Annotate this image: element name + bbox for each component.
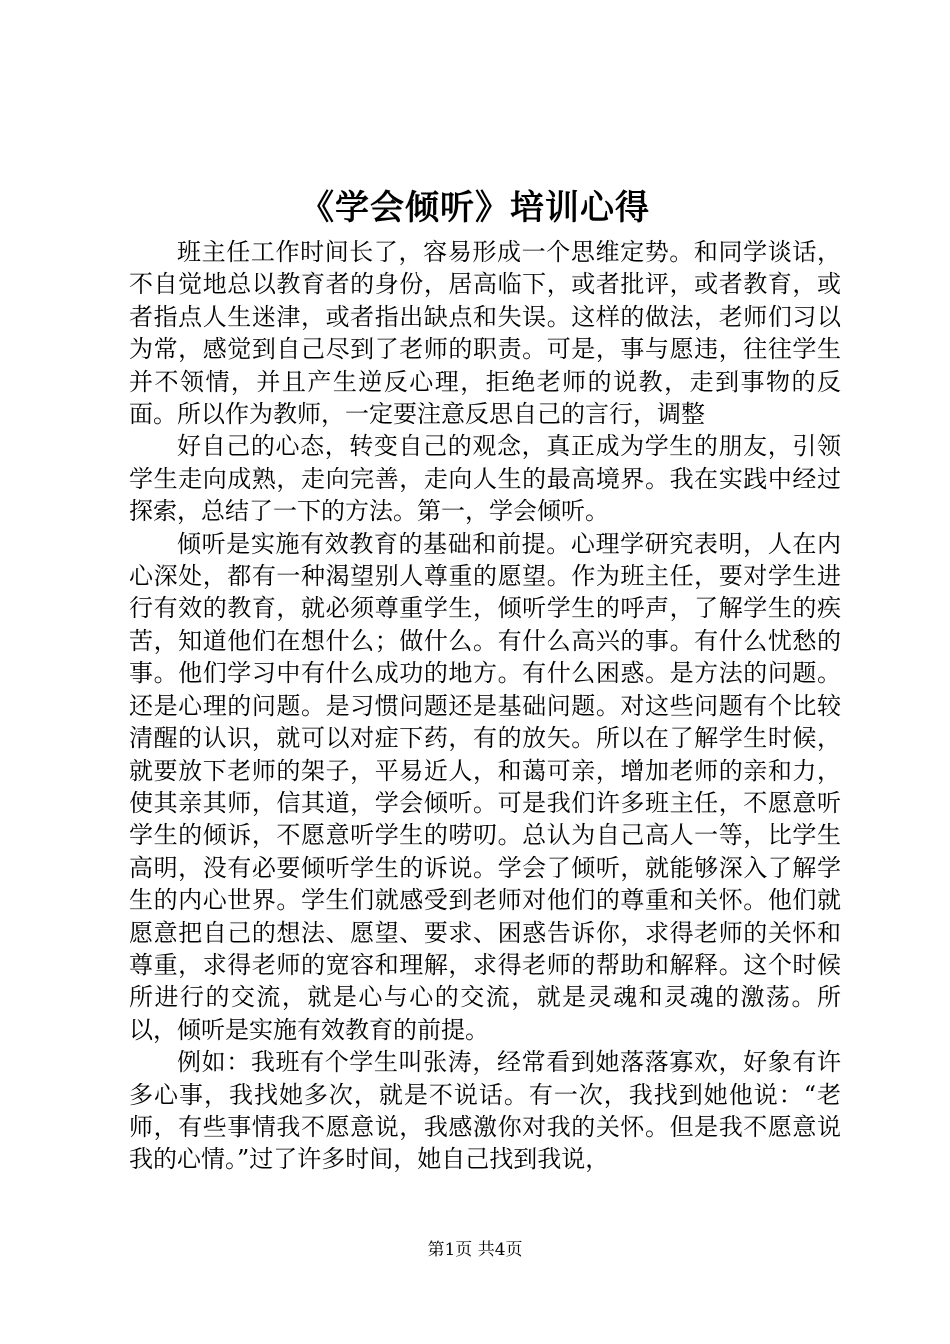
paragraph: 倾听是实施有效教育的基础和前提。心理学研究表明，人在内心深处，都有一种渴望别人尊重的愿望。作为班主任，要对学生进行有效的教育，就必须尊重学生，倾听学生的呼声，了解学生的疾苦，知道他们在想什么；做什么。有什么高兴的事。有什么忧愁的事。他们学习中有什么成功的地方。有什么困惑。是方法的问题。还是心理的问题。是习惯问题还是基础问题。对这些问题有个比较清醒的认识，就可以对症下药，有的放矢。所以在了解学生时候，就要放下老师的架子，平易近人，和蔼可亲，增加老师的亲和力，使其亲其师，信其道，学会倾听。可是我们许多班主任，不愿意听学生的倾诉，不愿意听学生的唠叨。总认为自己高人一等，比学生高明，没有必要倾听学生的诉说。学会了倾听，就能够深入了解学生的内心世界。学生们就感受到老师对他们的尊重和关怀。他们就愿意把自己的想法、愿望、要求、困惑告诉你，求得老师的关怀和尊重，求得老师的宽容和理解，求得老师的帮助和解释。这个时候所进行的交流，就是心与心的交流，就是灵魂和灵魂的激荡。所以，倾听是实施有效教育的前提。: [129, 529, 841, 1044]
page-number-footer: 第1页 共4页: [427, 1240, 523, 1260]
paragraph: 班主任工作时间长了，容易形成一个思维定势。和同学谈话，不自觉地总以教育者的身份，居高临下，或者批评，或者教育，或者指点人生迷津，或者指出缺点和失误。这样的做法，老师们习以为常，感觉到自己尽到了老师的职责。可是，事与愿违，往往学生并不领情，并且产生逆反心理，拒绝老师的说教，走到事物的反面。所以作为教师，一定要注意反思自己的言行，调整: [129, 238, 841, 429]
paragraph: 例如：我班有个学生叫张涛，经常看到她落落寡欢，好象有许多心事，我找她多次，就是不说话。有一次，我找到她他说：“老师，有些事情我不愿意说，我感激你对我的关怀。但是我不愿意说我的心情。”过了许多时间，她自己找到我说，: [129, 1048, 841, 1174]
paragraph: 好自己的心态，转变自己的观念，真正成为学生的朋友，引领学生走向成熟，走向完善，走向人生的最高境界。我在实践中经过探索，总结了一下的方法。第一，学会倾听。: [129, 432, 841, 526]
document-title: 《学会倾听》培训心得: [300, 188, 650, 228]
document-body: [129, 236, 841, 1176]
